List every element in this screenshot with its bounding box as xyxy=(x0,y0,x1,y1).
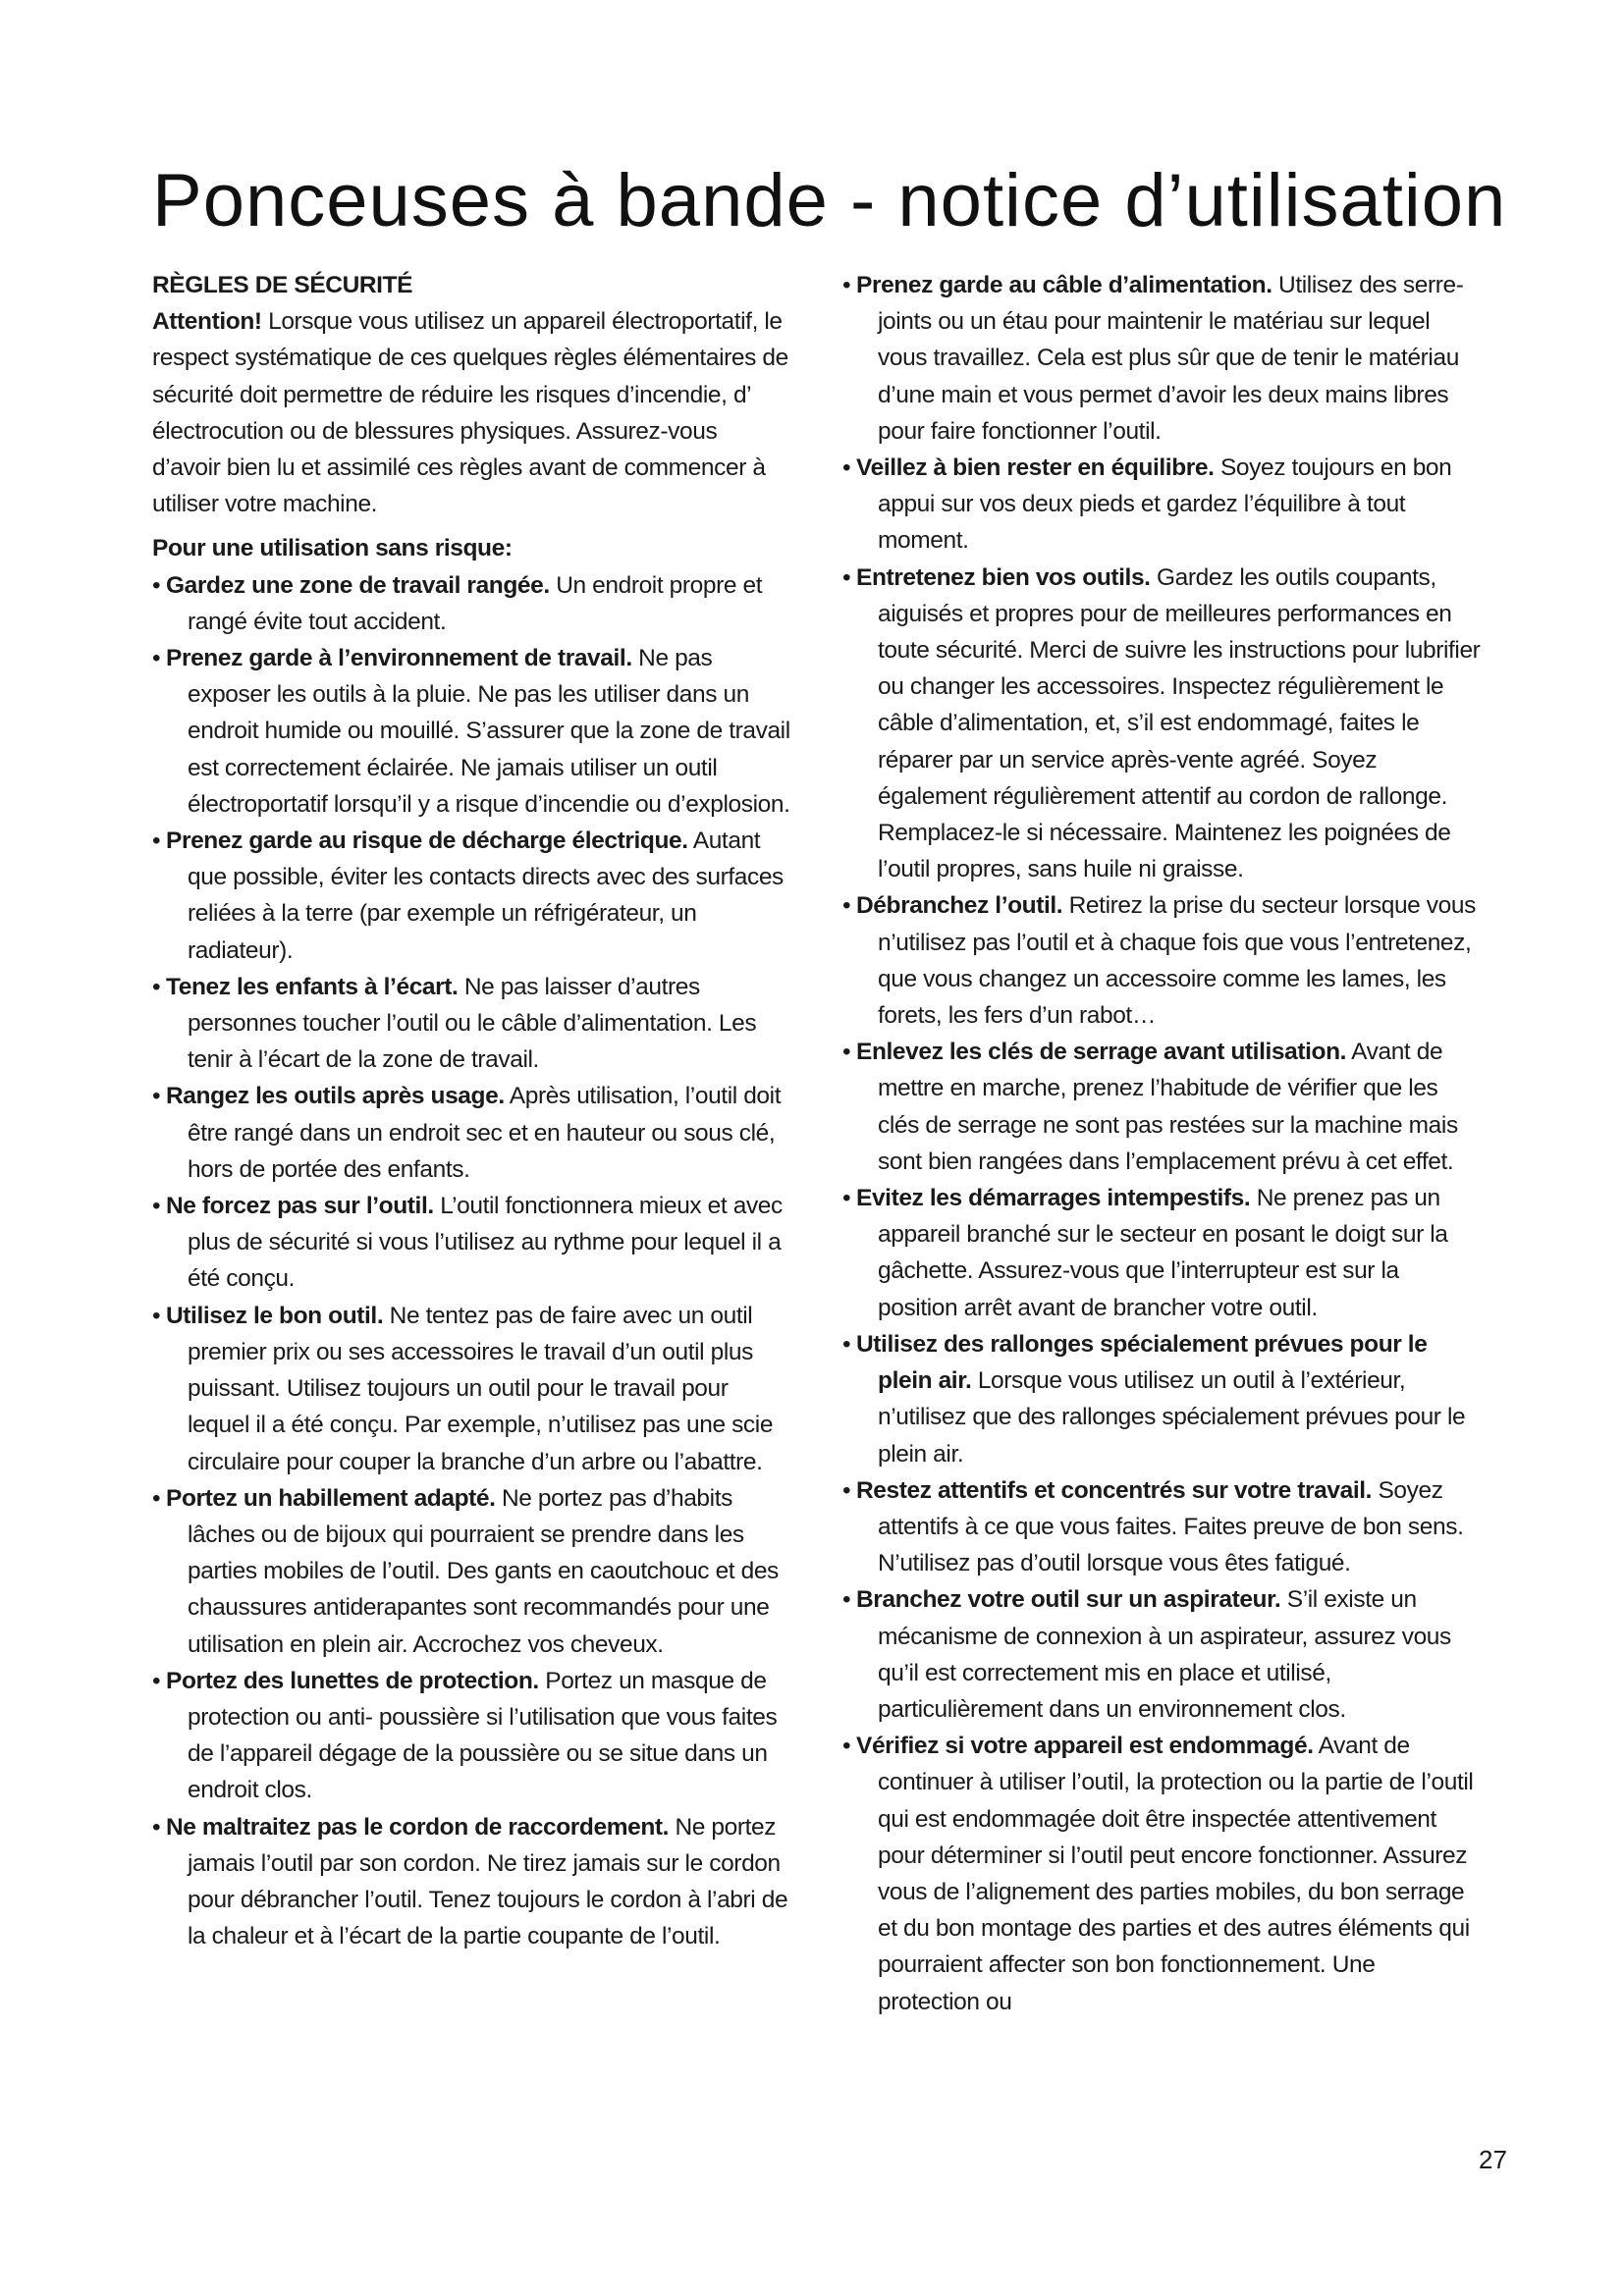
rule-text: Avant de continuer à utiliser l’outil, la protection ou la partie de l’outil qui est endommagée doit être inspectée attentivement pour déterminer si l’outil peut encore fonctionner. Assurez vous de l’alignement des parties mobiles, du bon serrage et du bon montage des parties et des autres éléments qui pourraient affecter son bon fonctionnement. Une protection ou xyxy=(878,1733,1474,2015)
intro-paragraph xyxy=(152,303,790,522)
rule-text: Soyez attentifs à ce que vous faites. Faites preuve de bon sens. N’utilisez pas d’outil lorsque vous êtes fatigué. xyxy=(878,1476,1464,1577)
rule-lead: Branchez votre outil sur un aspirateur. xyxy=(856,1586,1281,1614)
rule-lead: Evitez les démarrages intempestifs. xyxy=(856,1185,1251,1212)
intro-text: Lorsque vous utilisez un appareil électroportatif, le respect systématique de ces quelques règles élémentaires de sécurité doit permettre de réduire les risques d’incendie, d’ électrocution ou de blessures physiques. Assurez-vous d’avoir bien lu et assimilé ces règles avant de commencer à utiliser votre machine. xyxy=(152,308,788,518)
list-item xyxy=(842,1472,1481,1582)
rule-lead: Prenez garde à l’environnement de travail. xyxy=(166,645,632,672)
rule-text: S’il existe un mécanisme de connexion à un aspirateur, assurez vous qu’il est correctement mis en place et utilisé, particulièrement dans un environnement clos. xyxy=(878,1586,1451,1723)
list-item xyxy=(152,1809,790,1955)
rule-lead: Vérifiez si votre appareil est endommagé. xyxy=(856,1733,1314,1760)
list-item xyxy=(152,969,790,1079)
rule-lead: Entretenez bien vos outils. xyxy=(856,563,1151,591)
list-item xyxy=(842,1180,1481,1326)
subheading: Pour une utilisation sans risque: xyxy=(152,535,513,562)
list-item xyxy=(152,1078,790,1188)
rule-lead: Restez attentifs et concentrés sur votre travail. xyxy=(856,1476,1373,1504)
page-number: 27 xyxy=(1479,2145,1507,2174)
rule-text: Avant de mettre en marche, prenez l’habitude de vérifier que les clés de serrage ne sont pas restées sur la machine mais sont bien rangées dans l’emplacement prévu à cet effet. xyxy=(878,1039,1458,1175)
rule-lead: Ne forcez pas sur l’outil. xyxy=(166,1193,434,1220)
rule-lead: Portez des lunettes de protection. xyxy=(166,1667,539,1694)
rule-text: L’outil fonctionnera mieux et avec plus de sécurité si vous l’utilisez au rythme pour lequel il a été conçu. xyxy=(188,1193,783,1293)
rule-lead: Portez un habillement adapté. xyxy=(166,1484,496,1512)
rule-text: Ne portez jamais l’outil par son cordon. Ne tirez jamais sur le cordon pour débrancher l’outil. Tenez toujours le cordon à l’abri de la chaleur et à l’écart de la partie coupante de l’outil. xyxy=(188,1813,788,1950)
rule-text: Ne pas exposer les outils à la pluie. Ne pas les utiliser dans un endroit humide ou mouillé. S’assurer que la zone de travail est correctement éclairée. Ne jamais utiliser un outil électroportatif lorsqu’il y a risque d’incendie ou d’explosion. xyxy=(188,645,790,818)
left-rules-list xyxy=(152,567,790,1955)
right-column xyxy=(842,267,1481,2020)
list-item xyxy=(842,267,1481,450)
list-item xyxy=(842,1581,1481,1728)
rule-text: Retirez la prise du secteur lorsque vous n’utilisez pas l’outil et à chaque fois que vous l’entretenez, que vous changez un accessoire comme les lames, les forets, les fers d’un rabot… xyxy=(878,892,1476,1030)
rule-text: Ne tentez pas de faire avec un outil premier prix ou ses accessoires le travail d’un outil plus puissant. Utilisez toujours un outil pour le travail pour lequel il a été conçu. Par exemple, n’utilisez pas une scie circulaire pour couper la branche d’un arbre ou l’abattre. xyxy=(188,1302,774,1475)
left-column xyxy=(152,267,790,1954)
rule-text: Ne prenez pas un appareil branché sur le secteur en posant le doigt sur la gâchette. Assurez-vous que l’interrupteur est sur la position arrêt avant de brancher votre outil. xyxy=(878,1185,1448,1321)
rule-text: Soyez toujours en bon appui sur vos deux pieds et gardez l’équilibre à tout moment. xyxy=(878,454,1452,555)
rule-text: Lorsque vous utilisez un outil à l’extérieur, n’utilisez que des rallonges spécialement prévues pour le plein air. xyxy=(878,1367,1466,1468)
rule-text: Après utilisation, l’outil doit être rangé dans un endroit sec et en hauteur ou sous clé, hors de portée des enfants. xyxy=(188,1083,782,1183)
section-heading: RÈGLES DE SÉCURITÉ xyxy=(152,272,413,298)
rule-lead: Veillez à bien rester en équilibre. xyxy=(856,454,1215,482)
rule-lead: Utilisez le bon outil. xyxy=(166,1302,384,1329)
rule-lead: Gardez une zone de travail rangée. xyxy=(166,571,550,599)
rule-text: Utilisez des serre-joints ou un étau pour maintenir le matériau sur lequel vous travaillez. Cela est plus sûr que de tenir le matériau d’une main et vous permet d’avoir les deux mains libres pour faire fonctionner l’outil. xyxy=(878,272,1464,445)
page-title: Ponceuses à bande - notice d’utilisation xyxy=(152,159,1507,242)
list-item xyxy=(152,1298,790,1480)
rule-lead: Tenez les enfants à l’écart. xyxy=(166,973,459,1000)
list-item xyxy=(842,450,1481,560)
list-item xyxy=(152,1480,790,1663)
rule-lead: Ne maltraitez pas le cordon de raccordement. xyxy=(166,1813,670,1841)
list-item xyxy=(152,1188,790,1298)
rule-lead: Rangez les outils après usage. xyxy=(166,1083,505,1110)
rule-text: Autant que possible, éviter les contacts directs avec des surfaces reliées à la terre (par exemple un réfrigérateur, un radiateur). xyxy=(188,828,784,964)
list-item xyxy=(842,1034,1481,1180)
rule-lead: Enlevez les clés de serrage avant utilisation. xyxy=(856,1039,1347,1066)
rule-text: Portez un masque de protection ou anti- poussière si l’utilisation que vous faites de l’appareil dégage de la poussière ou se situe dans un endroit clos. xyxy=(188,1667,778,1804)
right-rules-list xyxy=(842,267,1481,2020)
list-item xyxy=(152,1663,790,1809)
list-item xyxy=(842,887,1481,1034)
rule-lead: Prenez garde au câble d’alimentation. xyxy=(856,272,1272,298)
rule-lead: Utilisez des rallonges spécialement prévues pour le plein air. xyxy=(856,1330,1428,1395)
rule-text: Ne portez pas d’habits lâches ou de bijoux qui pourraient se prendre dans les parties mobiles de l’outil. Des gants en caoutchouc et des chaussures antiderapantes sont recommandés pour une utilisation en plein air. Accrochez vos cheveux. xyxy=(188,1484,779,1658)
rule-lead: Débranchez l’outil. xyxy=(856,892,1063,920)
list-item xyxy=(842,560,1481,888)
rule-text: Gardez les outils coupants, aiguisés et propres pour de meilleures performances en toute sécurité. Merci de suivre les instructions pour lubrifier ou changer les accessoires. Inspectez régulièrement le câble d’alimentation, et, s’il est endommagé, faites le réparer par un service après-vente agréé. Soyez également régulièrement attentif au cordon de rallonge. Remplacez-le si nécessaire. Maintenez les poignées de l’outil propres, sans huile ni graisse. xyxy=(878,563,1481,883)
list-item xyxy=(152,823,790,969)
list-item xyxy=(842,1326,1481,1472)
rule-lead: Prenez garde au risque de décharge électrique. xyxy=(166,828,688,855)
rule-text: Un endroit propre et rangé évite tout accident. xyxy=(188,571,763,635)
rule-text: Ne pas laisser d’autres personnes toucher l’outil ou le câble d’alimentation. Les tenir à l’écart de la zone de travail. xyxy=(188,973,757,1074)
list-item xyxy=(152,567,790,640)
intro-bold: Attention! xyxy=(152,308,262,336)
list-item xyxy=(842,1728,1481,2020)
list-item xyxy=(152,640,790,823)
